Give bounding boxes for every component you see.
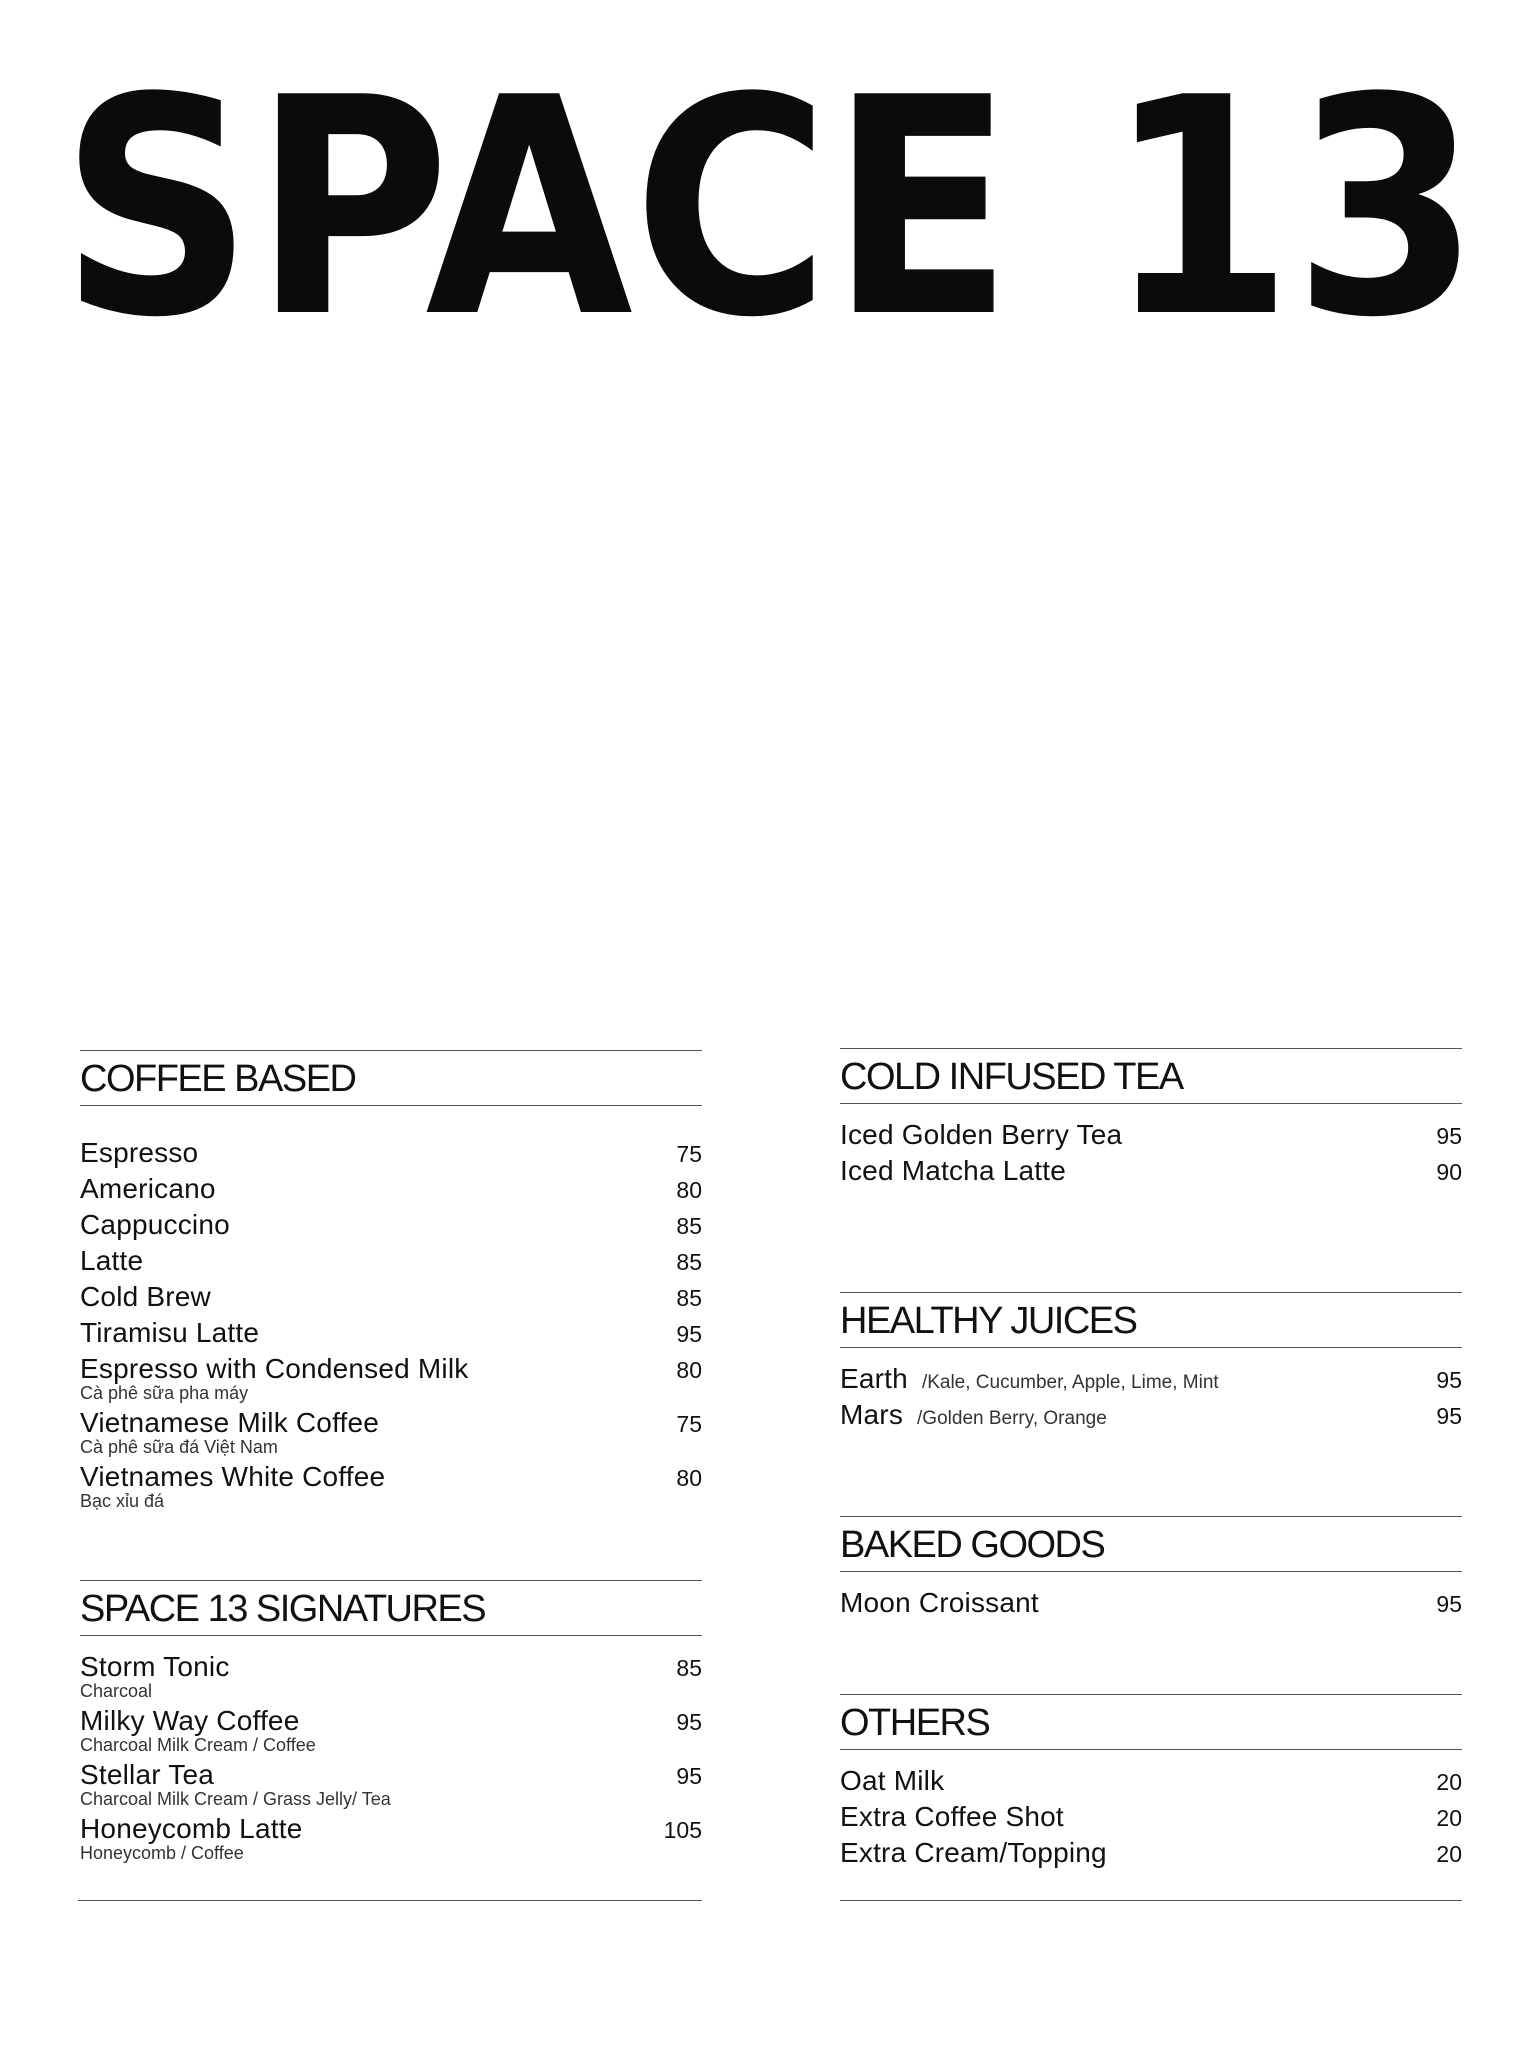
menu-item [80,1352,702,1406]
item-name: Earth [840,1363,908,1394]
section-header [840,1694,1462,1750]
menu-item [80,1208,702,1244]
menu-item [80,1244,702,1280]
section-coffee-based [80,1050,702,1514]
menu-item [840,1118,1462,1154]
item-description: /Kale, Cucumber, Apple, Lime, Mint [921,1372,1219,1393]
item-name: Tiramisu Latte [80,1317,260,1348]
section-title: HEALTHY JUICES [840,1300,1137,1342]
item-name: Extra Coffee Shot [840,1801,1064,1832]
item-description: Bạc xỉu đá [80,1491,165,1511]
item-description: Charcoal Milk Cream / Coffee [80,1735,316,1755]
item-name: Americano [80,1173,216,1204]
item-price: 95 [1436,1591,1462,1617]
item-price: 85 [676,1285,702,1311]
item-description: Cà phê sữa đá Việt Nam [80,1437,278,1457]
item-name: Cold Brew [80,1281,211,1312]
divider [78,1900,702,1901]
menu-item [840,1362,1462,1398]
item-description: Cà phê sữa pha máy [80,1383,249,1403]
section-header [840,1292,1462,1348]
section-title: SPACE 13 SIGNATURES [80,1588,486,1630]
divider [840,1900,1462,1901]
item-price: 95 [1436,1123,1462,1149]
item-price: 20 [1436,1805,1462,1831]
section-signatures [80,1580,702,1866]
item-list [80,1136,702,1514]
item-name: Vietnamese Milk Coffee [80,1407,380,1438]
menu-item [80,1758,702,1812]
menu-item [80,1460,702,1514]
item-name: Oat Milk [840,1765,945,1796]
brand-logo [60,34,1480,383]
item-description: Charcoal Milk Cream / Grass Jelly/ Tea [80,1789,391,1809]
item-list [840,1118,1462,1190]
item-name: Iced Golden Berry Tea [840,1119,1123,1150]
item-description: /Golden Berry, Orange [917,1408,1107,1429]
section-header [840,1048,1462,1104]
item-name: Storm Tonic [80,1651,230,1682]
section-others [840,1694,1462,1872]
item-name: Mars [840,1399,904,1430]
item-price: 95 [1436,1403,1462,1429]
item-price: 105 [663,1817,702,1843]
item-name: Stellar Tea [80,1759,214,1790]
section-title: OTHERS [840,1702,990,1744]
menu-item [80,1280,702,1316]
item-name: Espresso with Condensed Milk [80,1353,469,1384]
section-header [80,1050,702,1106]
item-price: 95 [676,1763,702,1789]
brand-logo-svg [60,34,1480,383]
menu-item [80,1406,702,1460]
section-header [80,1580,702,1636]
item-price: 75 [676,1141,702,1167]
section-title: BAKED GOODS [840,1524,1105,1566]
brand-title: SPACE 13 [60,34,1480,383]
item-price: 85 [676,1213,702,1239]
item-name: Honeycomb Latte [80,1813,303,1844]
section-cold-infused-tea [840,1048,1462,1190]
item-price: 80 [676,1177,702,1203]
item-name: Vietnames White Coffee [80,1461,386,1492]
item-list [840,1362,1462,1434]
menu-item [80,1172,702,1208]
menu-item [80,1704,702,1758]
item-name: Cappuccino [80,1209,230,1240]
menu-item [840,1398,1462,1434]
item-name: Milky Way Coffee [80,1705,300,1736]
item-name: Moon Croissant [840,1587,1039,1618]
menu-item [840,1586,1462,1622]
item-price: 90 [1436,1159,1462,1185]
item-name: Iced Matcha Latte [840,1155,1066,1186]
section-healthy-juices [840,1292,1462,1434]
item-list [840,1764,1462,1872]
item-price: 80 [676,1357,702,1383]
item-price: 95 [1436,1367,1462,1393]
section-title: COFFEE BASED [80,1058,356,1100]
section-header [840,1516,1462,1572]
menu-item [840,1154,1462,1190]
section-baked-goods [840,1516,1462,1622]
item-list [840,1586,1462,1622]
item-price: 75 [676,1411,702,1437]
item-name: Latte [80,1245,144,1276]
item-price: 20 [1436,1841,1462,1867]
item-price: 85 [676,1249,702,1275]
menu-item [840,1800,1462,1836]
menu-item [840,1764,1462,1800]
item-price: 85 [676,1655,702,1681]
item-name: Espresso [80,1137,199,1168]
item-price: 95 [676,1709,702,1735]
menu-item [80,1316,702,1352]
menu-item [840,1836,1462,1872]
item-description: Honeycomb / Coffee [80,1843,244,1863]
item-price: 80 [676,1465,702,1491]
item-price: 20 [1436,1769,1462,1795]
item-list [80,1650,702,1866]
menu-item [80,1812,702,1866]
menu-item [80,1650,702,1704]
menu-item [80,1136,702,1172]
item-price: 95 [676,1321,702,1347]
section-title: COLD INFUSED TEA [840,1056,1183,1098]
item-name: Extra Cream/Topping [840,1837,1107,1868]
item-description: Charcoal [80,1681,153,1701]
